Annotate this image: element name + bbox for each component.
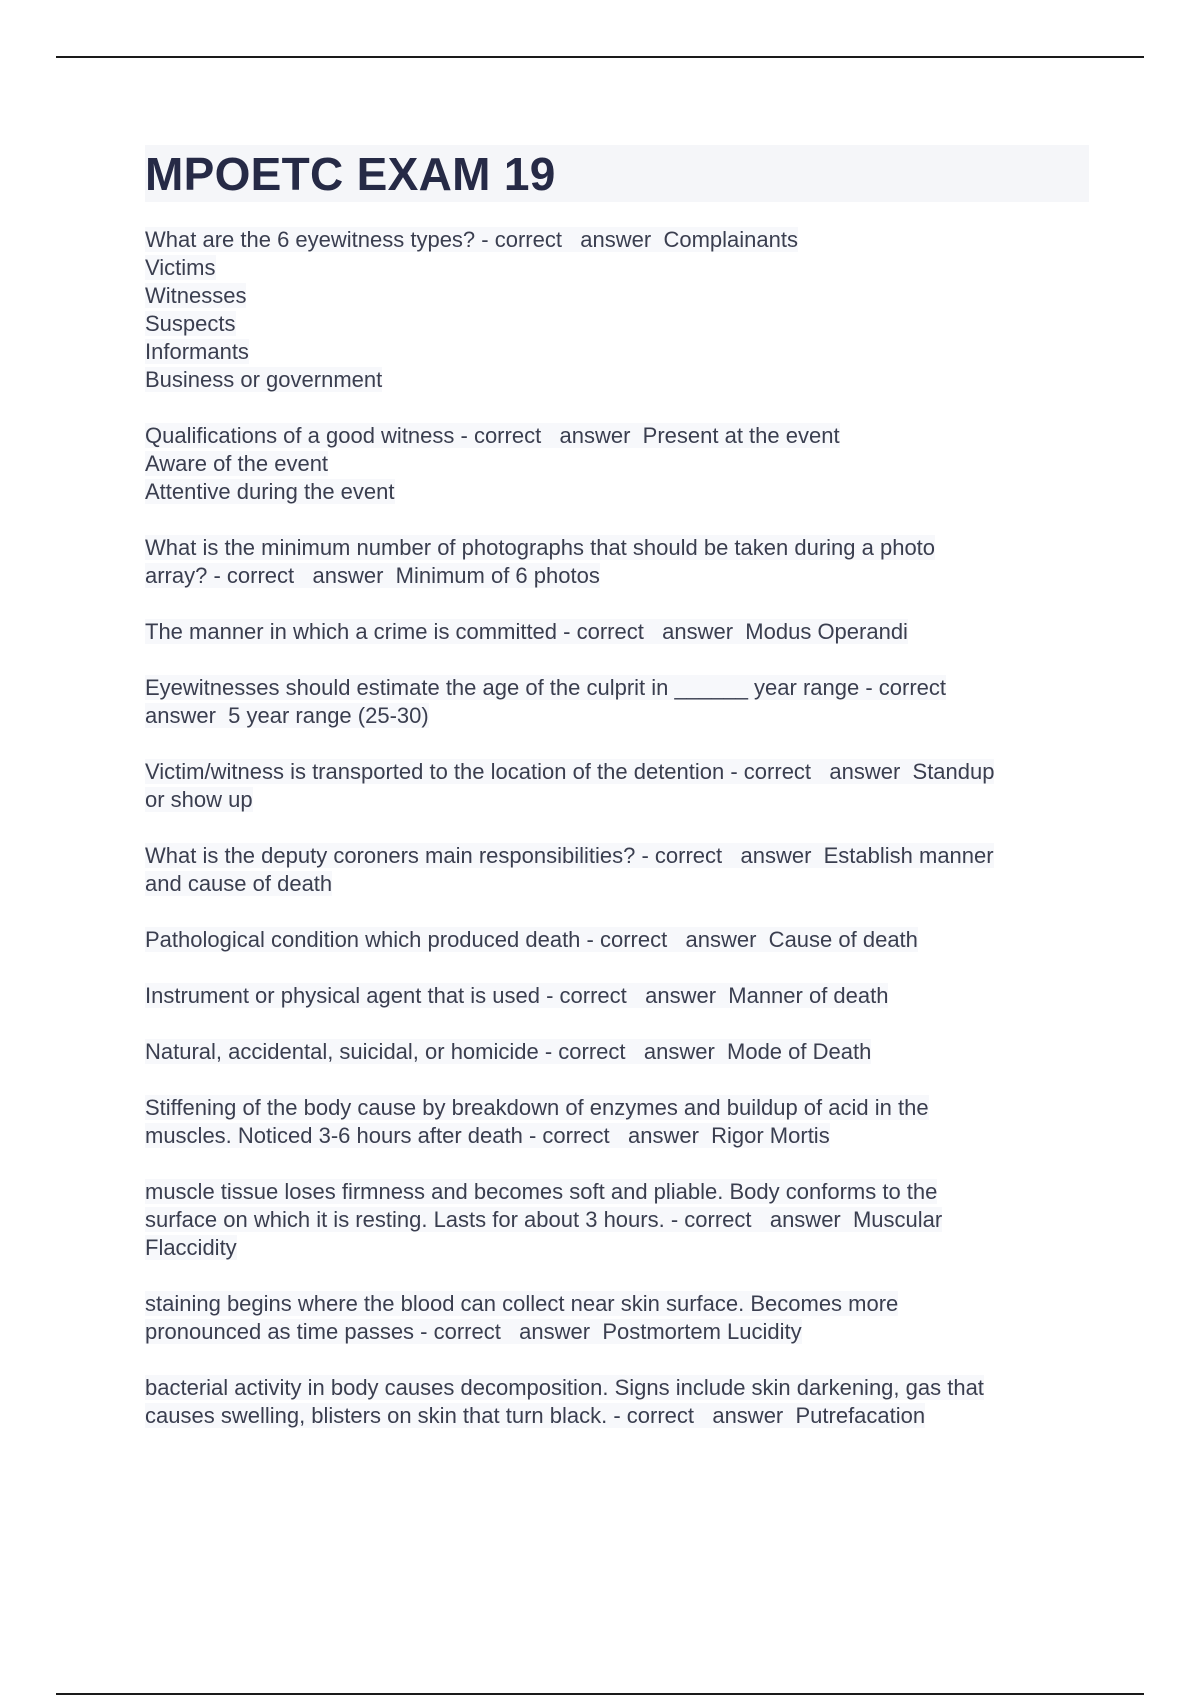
title-band xyxy=(145,145,1089,202)
qa-line xyxy=(145,1206,1089,1234)
qa-line xyxy=(145,338,1089,366)
qa-line xyxy=(145,478,1089,506)
qa-line xyxy=(145,926,1089,954)
qa-entry xyxy=(145,1178,1089,1262)
qa-line-text: What are the 6 eyewitness types? - correct answer Complainants xyxy=(145,227,798,252)
qa-list xyxy=(145,226,1089,1430)
qa-line xyxy=(145,254,1089,282)
document-body xyxy=(145,145,1089,1458)
qa-line xyxy=(145,1094,1089,1122)
qa-line xyxy=(145,534,1089,562)
qa-line xyxy=(145,450,1089,478)
qa-line xyxy=(145,226,1089,254)
bottom-divider xyxy=(56,1693,1144,1695)
qa-line-text: or show up xyxy=(145,787,253,812)
qa-line-text: and cause of death xyxy=(145,871,333,896)
qa-line xyxy=(145,422,1089,450)
qa-line-text: Eyewitnesses should estimate the age of the culprit in ______ year range - correct xyxy=(145,675,947,700)
qa-line xyxy=(145,702,1089,730)
qa-line-text: Natural, accidental, suicidal, or homicide - correct answer Mode of Death xyxy=(145,1039,872,1064)
qa-line xyxy=(145,674,1089,702)
qa-line-text: What is the deputy coroners main responsibilities? - correct answer Establish manner xyxy=(145,843,994,868)
qa-line-text: Attentive during the event xyxy=(145,479,395,504)
qa-line-text: The manner in which a crime is committed - correct answer Modus Operandi xyxy=(145,619,908,644)
qa-entry xyxy=(145,422,1089,506)
qa-line xyxy=(145,1038,1089,1066)
qa-entry xyxy=(145,674,1089,730)
qa-line-text: array? - correct answer Minimum of 6 photos xyxy=(145,563,600,588)
qa-line xyxy=(145,310,1089,338)
qa-line-text: muscles. Noticed 3-6 hours after death - correct answer Rigor Mortis xyxy=(145,1123,830,1148)
qa-line xyxy=(145,842,1089,870)
qa-line-text: Pathological condition which produced death - correct answer Cause of death xyxy=(145,927,918,952)
qa-line xyxy=(145,1374,1089,1402)
qa-entry xyxy=(145,618,1089,646)
qa-line-text: Suspects xyxy=(145,311,236,336)
qa-line xyxy=(145,562,1089,590)
qa-line-text: Victim/witness is transported to the location of the detention - correct answer Standup xyxy=(145,759,995,784)
qa-line-text: Stiffening of the body cause by breakdown of enzymes and buildup of acid in the xyxy=(145,1095,929,1120)
qa-entry xyxy=(145,758,1089,814)
qa-entry xyxy=(145,926,1089,954)
qa-line-text: staining begins where the blood can collect near skin surface. Becomes more xyxy=(145,1291,899,1316)
qa-line-text: surface on which it is resting. Lasts for about 3 hours. - correct answer Muscular xyxy=(145,1207,943,1232)
qa-line-text: Informants xyxy=(145,339,249,364)
qa-line-text: Flaccidity xyxy=(145,1235,237,1260)
qa-line-text: Instrument or physical agent that is used - correct answer Manner of death xyxy=(145,983,889,1008)
qa-entry xyxy=(145,982,1089,1010)
qa-line-text: causes swelling, blisters on skin that turn black. - correct answer Putrefacation xyxy=(145,1403,926,1428)
qa-entry xyxy=(145,842,1089,898)
qa-line-text: Qualifications of a good witness - correct answer Present at the event xyxy=(145,423,840,448)
qa-line-text: Witnesses xyxy=(145,283,247,308)
top-divider xyxy=(56,56,1144,58)
qa-line xyxy=(145,1178,1089,1206)
qa-line xyxy=(145,758,1089,786)
qa-line-text: muscle tissue loses firmness and becomes soft and pliable. Body conforms to the xyxy=(145,1179,938,1204)
qa-line xyxy=(145,1402,1089,1430)
qa-entry xyxy=(145,226,1089,394)
qa-entry xyxy=(145,1094,1089,1150)
qa-line xyxy=(145,1234,1089,1262)
qa-line-text: Aware of the event xyxy=(145,451,329,476)
qa-line-text: Victims xyxy=(145,255,216,280)
qa-line xyxy=(145,1290,1089,1318)
qa-line xyxy=(145,786,1089,814)
qa-line xyxy=(145,1318,1089,1346)
document-title: MPOETC EXAM 19 xyxy=(145,147,556,200)
qa-line-text: pronounced as time passes - correct answer Postmortem Lucidity xyxy=(145,1319,802,1344)
qa-line xyxy=(145,1122,1089,1150)
qa-entry xyxy=(145,534,1089,590)
qa-entry xyxy=(145,1038,1089,1066)
qa-entry xyxy=(145,1290,1089,1346)
qa-line xyxy=(145,870,1089,898)
qa-line xyxy=(145,282,1089,310)
qa-line xyxy=(145,366,1089,394)
qa-line xyxy=(145,618,1089,646)
qa-line-text: Business or government xyxy=(145,367,383,392)
qa-line-text: answer 5 year range (25-30) xyxy=(145,703,429,728)
qa-line-text: bacterial activity in body causes decomposition. Signs include skin darkening, gas that xyxy=(145,1375,984,1400)
qa-entry xyxy=(145,1374,1089,1430)
qa-line-text: What is the minimum number of photographs that should be taken during a photo xyxy=(145,535,936,560)
qa-line xyxy=(145,982,1089,1010)
